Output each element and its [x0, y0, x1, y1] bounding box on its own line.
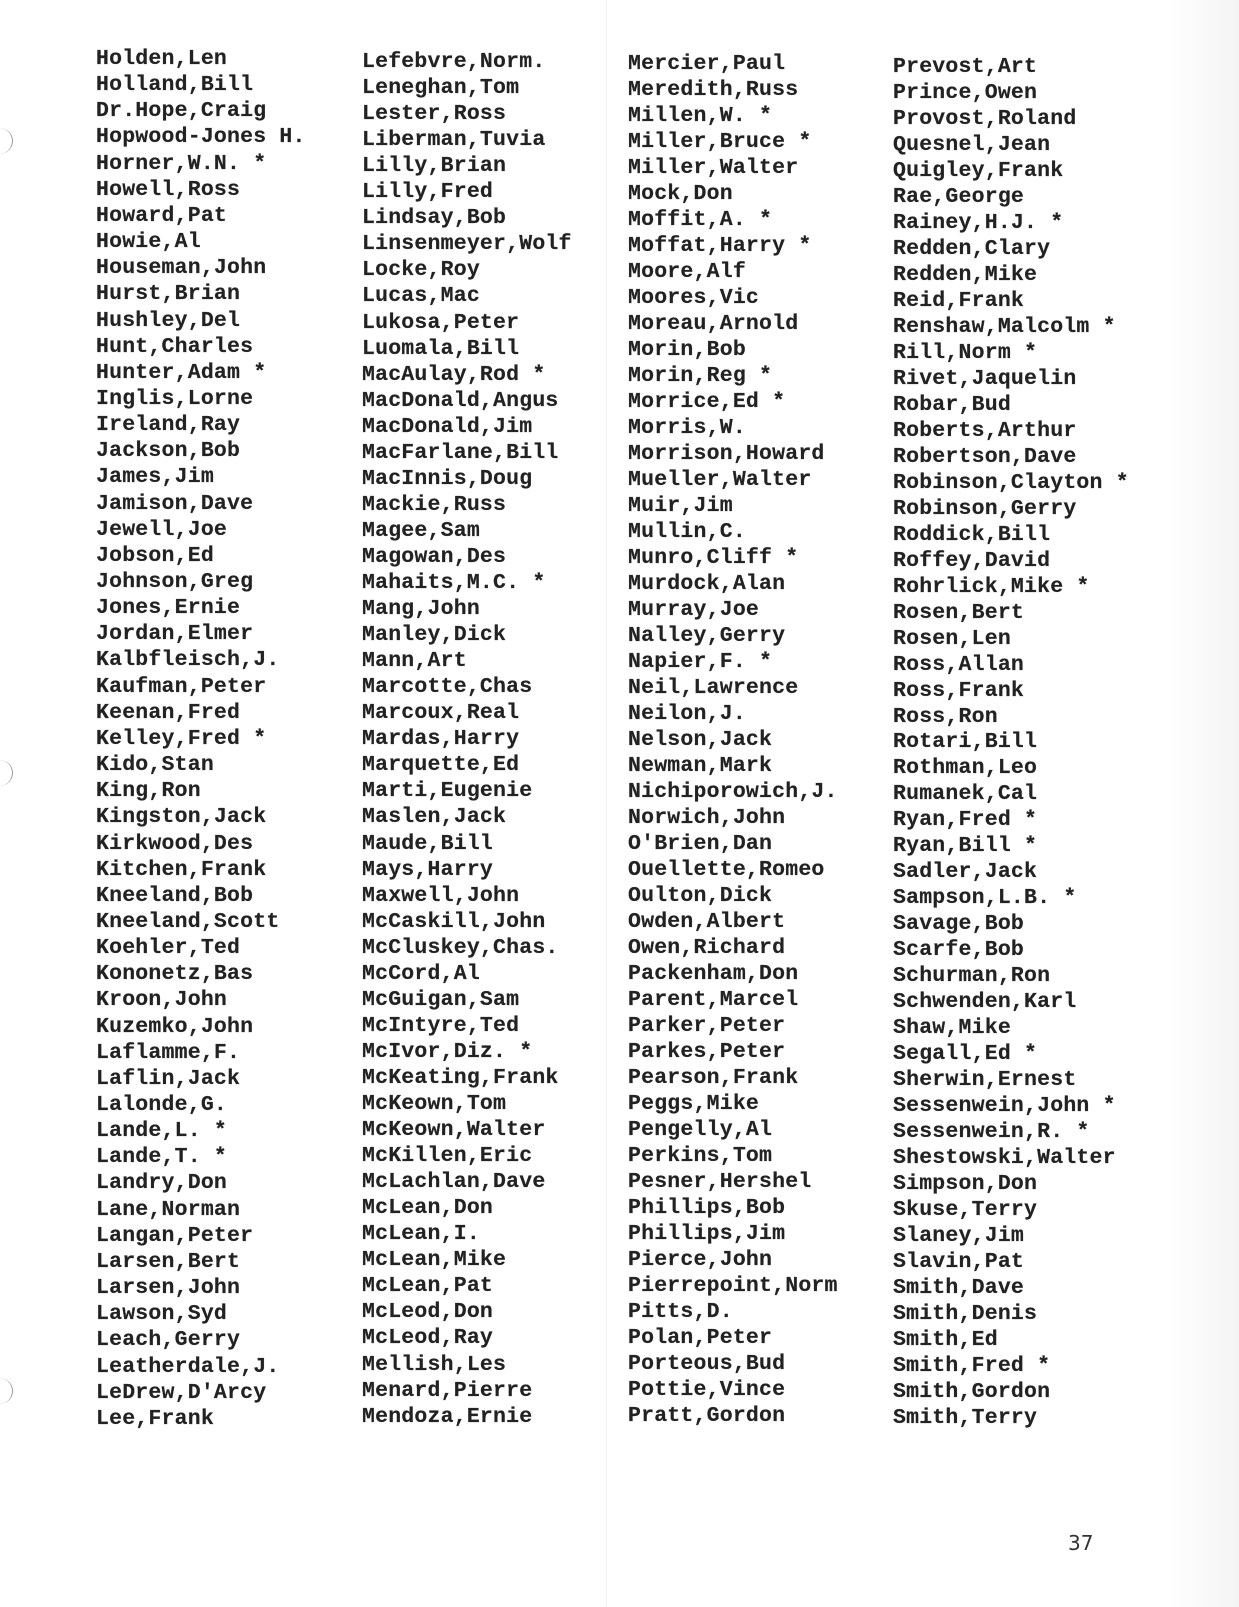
name-entry: Mercier,Paul [628, 52, 786, 76]
name-entry: Mock,Don [628, 182, 733, 206]
name-entry: Redden,Clary [893, 236, 1051, 261]
name-entry: Murray,Joe [628, 598, 760, 622]
name-entry: Shestowski,Walter [893, 1146, 1116, 1171]
name-entry: Laflamme,F. [96, 1040, 241, 1065]
name-entry: Rill,Norm * [893, 340, 1038, 365]
name-entry: Rae,George [893, 184, 1025, 209]
name-entry: Sessenwein,R. * [893, 1120, 1090, 1145]
name-entry: Phillips,Bob [628, 1196, 786, 1220]
name-entry: Howie,Al [96, 230, 201, 255]
name-entry: MacDonald,Jim [362, 414, 533, 439]
name-entry: Kuzemko,John [96, 1014, 254, 1039]
name-entry: Mahaits,M.C. * [362, 571, 546, 595]
name-entry: Howard,Pat [96, 203, 228, 228]
name-entry: Mang,John [362, 597, 480, 622]
name-entry: Skuse,Terry [893, 1198, 1038, 1223]
name-entry: Ryan,Bill * [893, 834, 1038, 859]
name-entry: Renshaw,Malcolm * [893, 314, 1116, 339]
name-entry: Mays,Harry [362, 857, 494, 882]
name-entry: Savage,Bob [893, 912, 1025, 937]
name-entry: McLeod,Ray [362, 1326, 494, 1351]
name-entry: Rivet,Jaquelin [893, 366, 1077, 391]
name-entry: Hushley,Del [96, 308, 241, 333]
name-entry: Menard,Pierre [362, 1378, 533, 1403]
name-entry: Mueller,Walter [628, 468, 812, 492]
name-entry: Redden,Mike [893, 262, 1038, 287]
name-entry: Inglis,Lorne [96, 386, 254, 411]
name-entry: Moores,Vic [628, 286, 760, 310]
name-entry: Munro,Cliff * [628, 546, 799, 570]
name-entry: Kneeland,Bob [96, 883, 254, 908]
name-entry: Liberman,Tuvia [362, 128, 546, 153]
name-entry: McCaskill,John [362, 909, 546, 934]
name-entry: Owen,Richard [628, 936, 786, 960]
name-entry: Lindsay,Bob [362, 206, 507, 231]
name-entry: Lucas,Mac [362, 284, 480, 309]
name-entry: Hurst,Brian [96, 282, 241, 307]
name-entry: Peggs,Mike [628, 1092, 760, 1116]
name-column-4 [893, 0, 1173, 1460]
name-entry: Segall,Ed * [893, 1042, 1038, 1067]
name-entry: Slavin,Pat [893, 1250, 1025, 1275]
name-entry: Parkes,Peter [628, 1040, 786, 1064]
name-entry: Simpson,Don [893, 1172, 1038, 1197]
name-entry: Kononetz,Bas [96, 962, 254, 987]
name-entry: MacAulay,Rod * [362, 362, 546, 387]
name-entry: James,Jim [96, 465, 214, 490]
name-entry: Roddick,Bill [893, 522, 1051, 547]
name-entry: Moore,Alf [628, 260, 746, 284]
name-entry: Lalonde,G. [96, 1093, 228, 1117]
name-entry: Lukosa,Peter [362, 310, 520, 335]
name-entry: Mendoza,Ernie [362, 1404, 533, 1429]
name-entry: Sherwin,Ernest [893, 1068, 1077, 1093]
name-entry: Leatherdale,J. [96, 1354, 280, 1379]
name-entry: Pierrepoint,Norm [628, 1274, 838, 1298]
name-entry: McCluskey,Chas. [362, 935, 559, 960]
name-entry: Magowan,Des [362, 544, 507, 569]
name-entry: Porteous,Bud [628, 1352, 786, 1376]
name-entry: Provost,Roland [893, 106, 1077, 131]
name-entry: Lawson,Syd [96, 1302, 228, 1327]
name-entry: Mellish,Les [362, 1352, 507, 1377]
name-entry: Kelley,Fred * [96, 726, 267, 751]
name-entry: Millen,W. * [628, 104, 773, 128]
name-entry: Robinson,Gerry [893, 496, 1077, 521]
name-entry: Keenan,Fred [96, 700, 241, 725]
name-entry: Ross,Allan [893, 652, 1025, 677]
name-entry: Lester,Ross [362, 102, 507, 127]
name-entry: McLean,Pat [362, 1274, 494, 1299]
name-entry: Miller,Bruce * [628, 130, 812, 154]
punch-hole-mark [0, 128, 13, 154]
name-entry: Morrice,Ed * [628, 390, 786, 414]
name-entry: Leneghan,Tom [362, 76, 520, 101]
name-entry: Moffat,Harry * [628, 234, 812, 258]
name-entry: Nelson,Jack [628, 728, 773, 752]
name-entry: Kingston,Jack [96, 805, 267, 830]
name-entry: Larsen,Bert [96, 1249, 241, 1274]
name-entry: McLean,I. [362, 1222, 480, 1247]
name-entry: Prevost,Art [893, 55, 1038, 79]
name-entry: Rainey,H.J. * [893, 210, 1064, 235]
name-entry: Pearson,Frank [628, 1066, 799, 1090]
name-entry: McLachlan,Dave [362, 1170, 546, 1195]
name-entry: LeDrew,D'Arcy [96, 1380, 267, 1405]
name-entry: Holland,Bill [96, 73, 254, 98]
name-entry: Maxwell,John [362, 883, 520, 908]
name-entry: McLean,Mike [362, 1248, 507, 1273]
name-entry: McKeating,Frank [362, 1065, 559, 1090]
name-entry: Robinson,Clayton * [893, 470, 1129, 495]
name-entry: Langan,Peter [96, 1223, 254, 1248]
name-entry: Marcotte,Chas [362, 675, 533, 700]
name-entry: Mardas,Harry [362, 727, 520, 752]
name-entry: Lilly,Brian [362, 154, 507, 179]
name-entry: Manley,Dick [362, 623, 507, 648]
name-entry: Laflin,Jack [96, 1066, 241, 1091]
name-entry: Jones,Ernie [96, 596, 241, 621]
name-entry: Hunter,Adam * [96, 360, 267, 385]
name-entry: McGuigan,Sam [362, 987, 520, 1012]
punch-hole-mark [0, 760, 13, 786]
name-entry: Smith,Terry [893, 1405, 1038, 1430]
name-entry: Rotari,Bill [893, 730, 1038, 755]
name-entry: Mackie,Russ [362, 492, 507, 517]
name-entry: Morin,Bob [628, 338, 746, 362]
name-entry: Perkins,Tom [628, 1144, 773, 1168]
name-column-3 [628, 0, 908, 1460]
name-entry: Magee,Sam [362, 518, 480, 543]
name-entry: Lilly,Fred [362, 180, 494, 205]
name-entry: Lande,L. * [96, 1119, 228, 1144]
name-entry: Ireland,Ray [96, 413, 241, 438]
name-entry: Kroon,John [96, 988, 228, 1013]
name-entry: Ouellette,Romeo [628, 858, 825, 882]
name-entry: Lefebvre,Norm. [362, 50, 546, 74]
name-entry: Howell,Ross [96, 177, 241, 202]
name-entry: Sadler,Jack [893, 860, 1038, 885]
name-entry: Smith,Fred * [893, 1354, 1051, 1378]
name-entry: Pesner,Hershel [628, 1170, 812, 1194]
name-entry: Jamison,Dave [96, 491, 254, 516]
name-entry: Polan,Peter [628, 1326, 773, 1350]
name-entry: Oulton,Dick [628, 884, 773, 908]
name-entry: Morris,W. [628, 416, 746, 440]
name-entry: Muir,Jim [628, 494, 733, 518]
name-entry: Marti,Eugenie [362, 779, 533, 804]
name-entry: Jewell,Joe [96, 517, 228, 542]
name-entry: Packenham,Don [628, 962, 799, 986]
name-entry: Houseman,John [96, 256, 267, 281]
name-column-2 [362, 0, 642, 1460]
name-column-1 [96, 0, 376, 1460]
name-entry: Roberts,Arthur [893, 418, 1077, 443]
name-entry: Smith,Denis [893, 1302, 1038, 1327]
name-entry: Rothman,Leo [893, 756, 1038, 781]
name-entry: Parker,Peter [628, 1014, 786, 1038]
name-entry: Napier,F. * [628, 650, 773, 674]
name-entry: King,Ron [96, 779, 201, 804]
name-entry: Leach,Gerry [96, 1328, 241, 1353]
name-entry: Landry,Don [96, 1171, 228, 1196]
name-entry: McKeown,Walter [362, 1118, 546, 1143]
name-entry: Newman,Mark [628, 754, 773, 778]
name-entry: Smith,Dave [893, 1276, 1025, 1301]
name-entry: Pierce,John [628, 1248, 773, 1272]
name-entry: Kido,Stan [96, 753, 214, 778]
name-entry: McKillen,Eric [362, 1144, 533, 1169]
name-entry: Parent,Marcel [628, 988, 799, 1012]
name-entry: Neil,Lawrence [628, 676, 799, 700]
name-entry: Prince,Owen [893, 80, 1038, 105]
name-entry: Reid,Frank [893, 288, 1025, 313]
name-entry: Sampson,L.B. * [893, 886, 1077, 911]
name-entry: Schwenden,Karl [893, 990, 1077, 1015]
name-entry: Holden,Len [96, 47, 228, 71]
name-entry: Roffey,David [893, 548, 1051, 573]
name-entry: Maude,Bill [362, 831, 494, 856]
name-entry: Miller,Walter [628, 156, 799, 180]
name-entry: Sessenwein,John * [893, 1094, 1116, 1119]
name-entry: Pottie,Vince [628, 1378, 786, 1402]
name-entry: Horner,W.N. * [96, 151, 267, 176]
name-entry: Quigley,Frank [893, 158, 1064, 183]
name-entry: Neilon,J. [628, 702, 746, 726]
name-entry: Moffit,A. * [628, 208, 773, 232]
name-entry: Marquette,Ed [362, 753, 520, 778]
name-entry: Schurman,Ron [893, 964, 1051, 989]
name-entry: Jobson,Ed [96, 543, 214, 568]
name-entry: Murdock,Alan [628, 572, 786, 596]
name-entry: MacFarlane,Bill [362, 440, 559, 465]
name-entry: Morin,Reg * [628, 364, 773, 388]
name-entry: Pratt,Gordon [628, 1404, 786, 1428]
name-entry: Moreau,Arnold [628, 312, 799, 336]
name-entry: Locke,Roy [362, 258, 480, 283]
name-entry: Mullin,C. [628, 520, 746, 544]
name-entry: O'Brien,Dan [628, 832, 773, 856]
name-entry: Johnson,Greg [96, 570, 254, 594]
name-entry: Kalbfleisch,J. [96, 648, 280, 673]
name-entry: Kneeland,Scott [96, 909, 280, 934]
name-entry: Lane,Norman [96, 1197, 241, 1222]
name-entry: MacInnis,Doug [362, 466, 533, 491]
name-entry: Shaw,Mike [893, 1016, 1011, 1041]
name-entry: Norwich,John [628, 806, 786, 830]
name-entry: Owden,Albert [628, 910, 786, 934]
punch-hole-mark [0, 1378, 13, 1404]
name-entry: Linsenmeyer,Wolf [362, 232, 572, 257]
name-entry: Hunt,Charles [96, 334, 254, 359]
page-number: 37 [1068, 1531, 1094, 1555]
name-entry: Quesnel,Jean [893, 132, 1051, 157]
name-entry: Ryan,Fred * [893, 808, 1038, 833]
page-edge-shadow [1168, 0, 1239, 1607]
name-entry: Jordan,Elmer [96, 622, 254, 647]
name-entry: McIntyre,Ted [362, 1013, 520, 1038]
name-entry: Rumanek,Cal [893, 782, 1038, 807]
name-entry: McKeown,Tom [362, 1092, 507, 1116]
name-entry: Kaufman,Peter [96, 674, 267, 699]
name-entry: McCord,Al [362, 961, 480, 986]
name-entry: Pitts,D. [628, 1300, 733, 1324]
name-entry: MacDonald,Angus [362, 388, 559, 413]
name-entry: Mann,Art [362, 649, 467, 674]
name-entry: Maslen,Jack [362, 805, 507, 830]
name-entry: Robertson,Dave [893, 444, 1077, 469]
name-entry: Kirkwood,Des [96, 831, 254, 856]
name-entry: Rohrlick,Mike * [893, 574, 1090, 599]
name-entry: Morrison,Howard [628, 442, 825, 466]
name-entry: Scarfe,Bob [893, 938, 1025, 963]
name-entry: Dr.Hope,Craig [96, 99, 267, 124]
name-entry: Phillips,Jim [628, 1222, 786, 1246]
name-entry: Hopwood-Jones H. [96, 125, 306, 150]
name-entry: Rosen,Len [893, 626, 1011, 651]
name-entry: Meredith,Russ [628, 78, 799, 102]
name-entry: Nichiporowich,J. [628, 780, 838, 804]
name-entry: Rosen,Bert [893, 600, 1025, 625]
name-entry: Smith,Ed [893, 1328, 998, 1353]
name-entry: Pengelly,Al [628, 1118, 773, 1142]
name-entry: Robar,Bud [893, 392, 1011, 417]
name-entry: Slaney,Jim [893, 1224, 1025, 1249]
name-entry: Nalley,Gerry [628, 624, 786, 648]
name-entry: Koehler,Ted [96, 936, 241, 961]
name-entry: Lande,T. * [96, 1145, 228, 1170]
name-entry: McIvor,Diz. * [362, 1039, 533, 1064]
name-entry: Ross,Ron [893, 704, 998, 729]
name-entry: Kitchen,Frank [96, 857, 267, 882]
name-entry: Jackson,Bob [96, 439, 241, 464]
name-entry: McLeod,Don [362, 1300, 494, 1325]
name-entry: Smith,Gordon [893, 1379, 1051, 1404]
name-entry: Marcoux,Real [362, 701, 520, 726]
name-entry: Ross,Frank [893, 678, 1025, 703]
name-entry: Larsen,John [96, 1276, 241, 1301]
name-entry: Luomala,Bill [362, 336, 520, 361]
name-entry: Lee,Frank [96, 1406, 214, 1431]
name-entry: McLean,Don [362, 1196, 494, 1221]
